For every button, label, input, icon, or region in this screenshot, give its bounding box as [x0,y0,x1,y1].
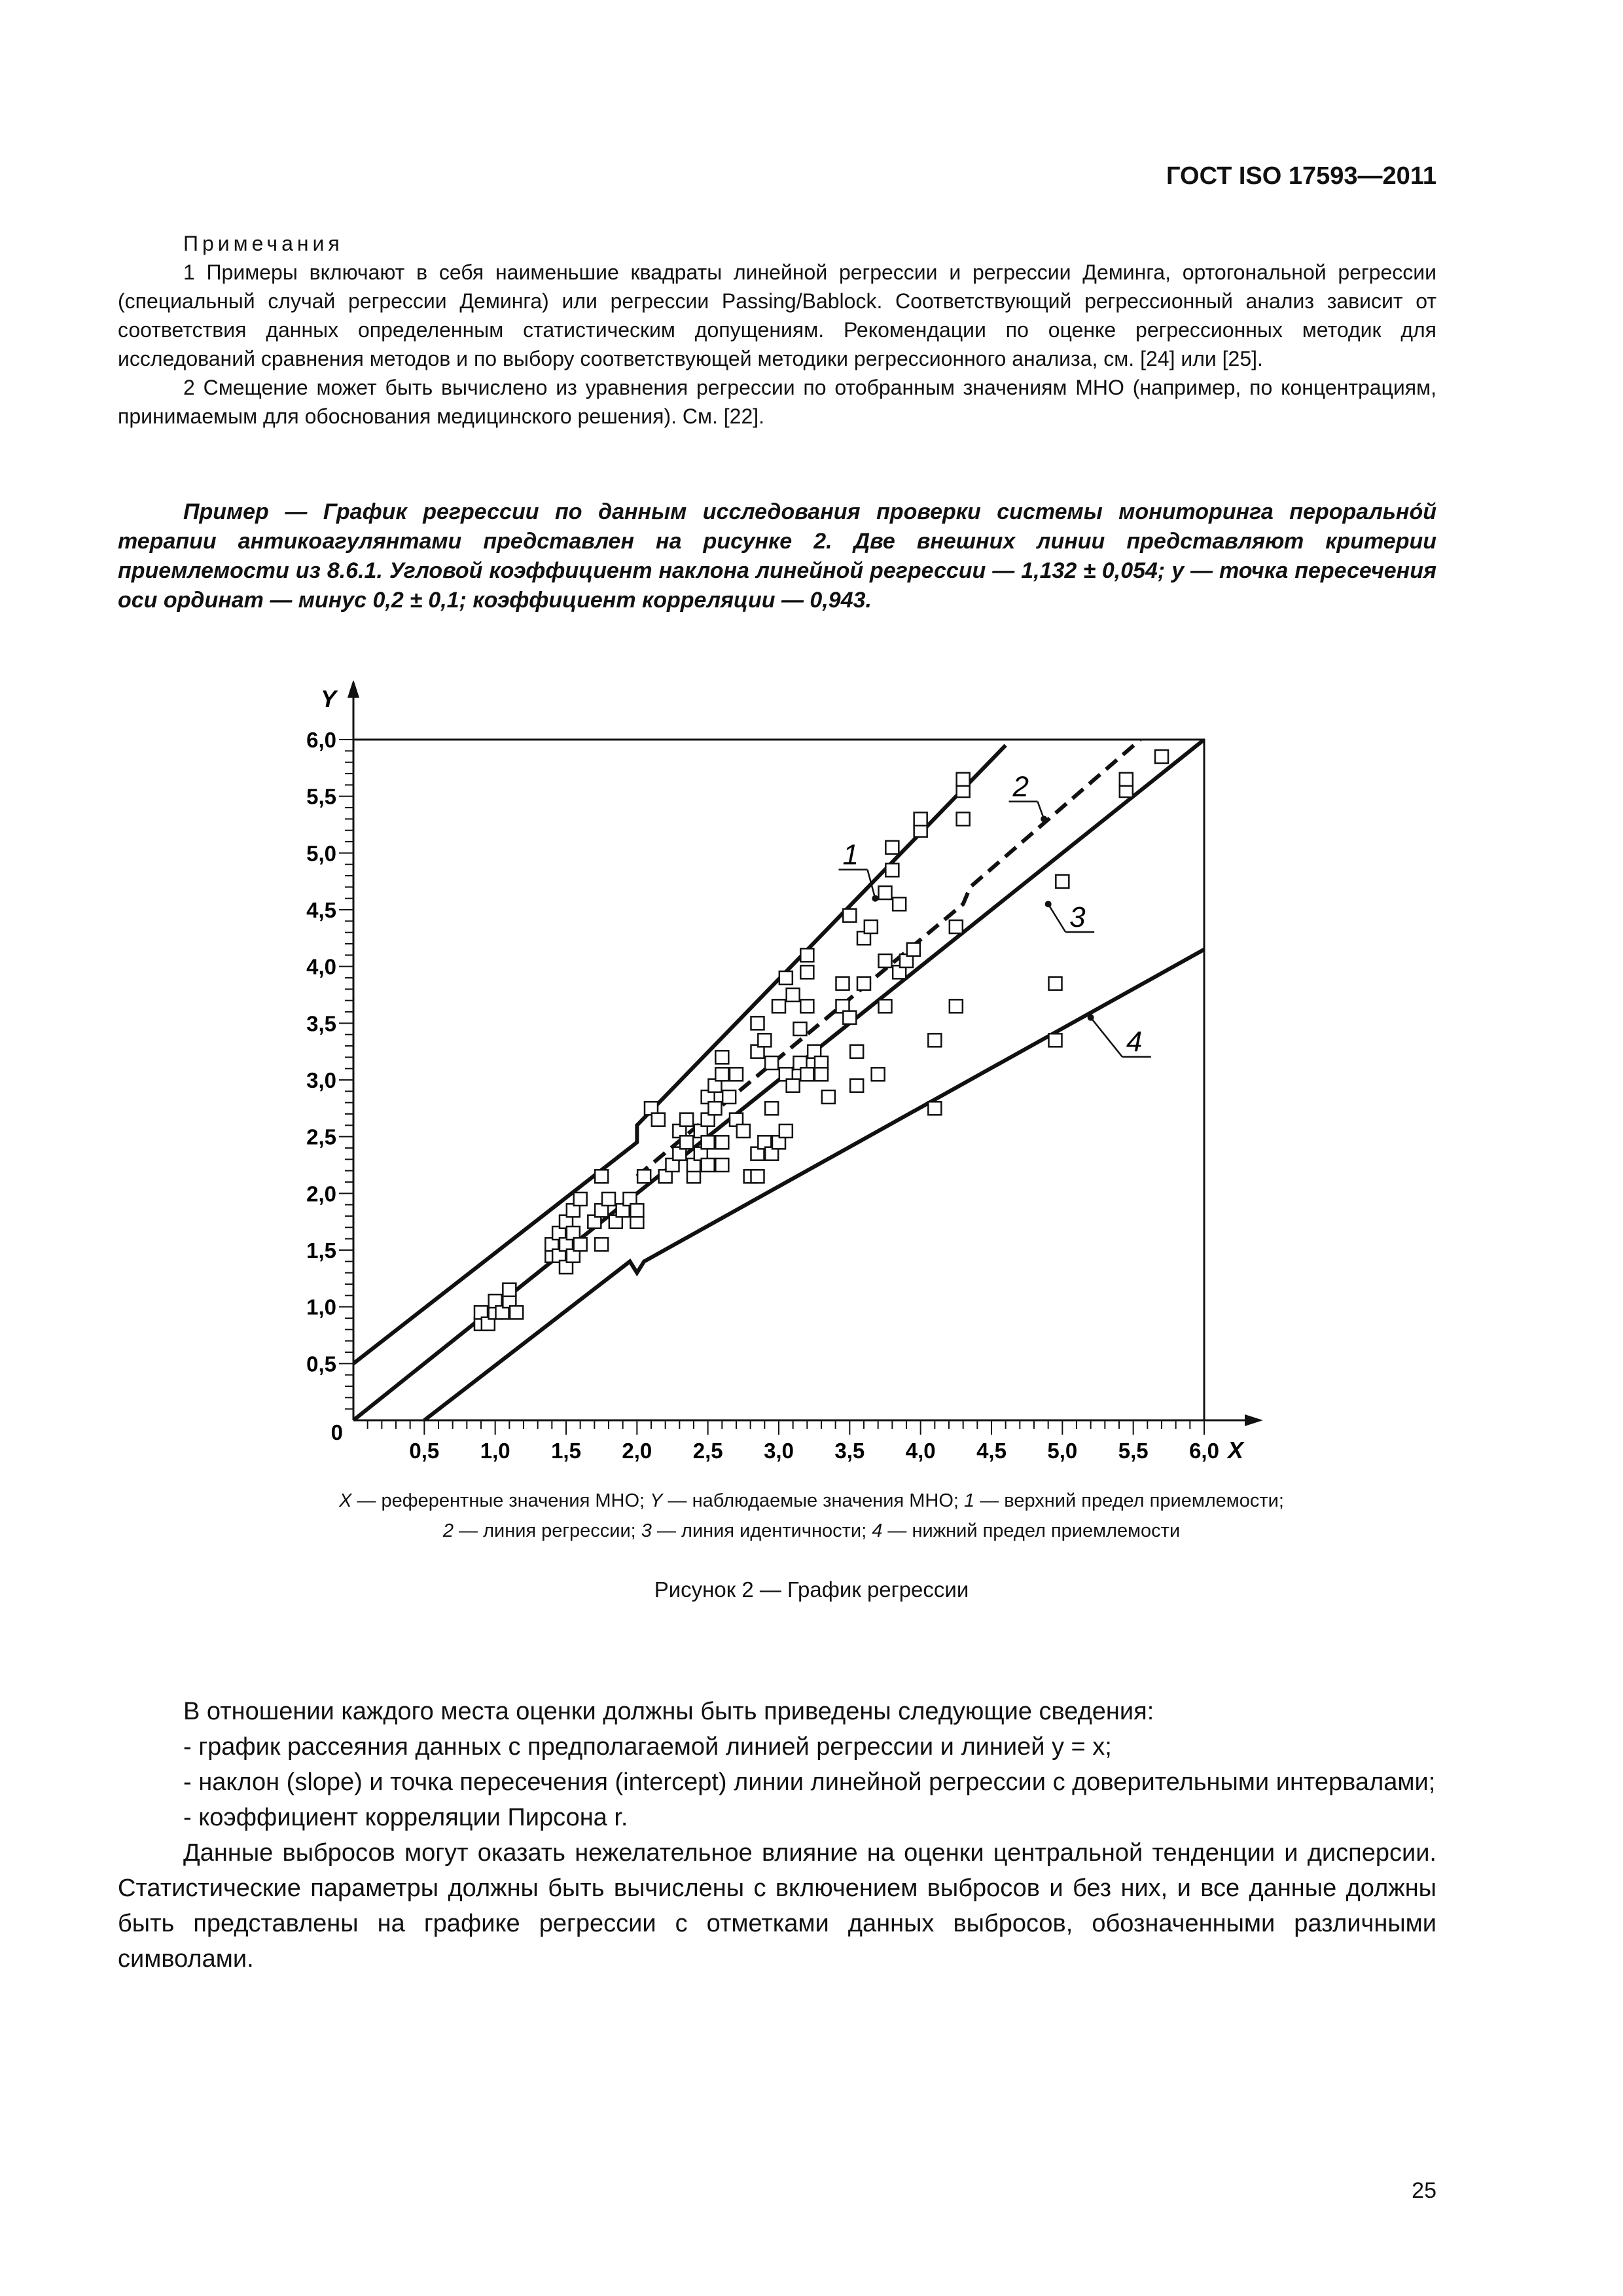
data-point [800,948,813,961]
data-point [787,1079,800,1092]
data-point [751,1016,764,1030]
x-tick-label: 2,5 [692,1439,723,1463]
legend-4-text: — нижний предел приемлемости [882,1520,1181,1541]
series-label-2: 2 [1012,770,1029,803]
data-point [503,1283,516,1297]
legend-y-text: — наблюдаемые значения МНО; [662,1490,965,1511]
data-point [928,1033,941,1047]
body-list-item-1: - график рассеяния данных с предполагаемой линией регрессии и линией y = x; [183,1733,1112,1761]
legend-y-symbol: Y [650,1490,663,1511]
data-point [836,977,849,990]
y-tick-label: 0,5 [306,1352,336,1376]
data-point [957,773,970,786]
x-tick-label: 2,0 [622,1439,652,1463]
data-point [715,1067,728,1081]
data-point [879,999,892,1013]
data-point [1049,1033,1062,1047]
data-point [1049,977,1062,990]
data-point [794,1022,807,1035]
y-tick-label: 6,0 [306,728,336,752]
data-point [950,999,963,1013]
data-point [800,999,813,1013]
data-point [885,863,899,876]
x-tick-label: 4,5 [976,1439,1007,1463]
data-point [815,1067,828,1081]
data-point [787,988,800,1001]
data-point [800,965,813,978]
body-paragraph-1: В отношении каждого места оценки должны быть приведены следующие сведения: [183,1698,1154,1725]
y-tick-label: 3,0 [306,1068,336,1092]
data-point [957,812,970,825]
data-point [715,1158,728,1172]
data-point [574,1193,587,1206]
data-point [950,920,963,933]
data-point [893,897,906,910]
legend-line-1 [196,1486,1427,1516]
x-tick-label: 6,0 [1189,1439,1219,1463]
legend-3-text: — линия идентичности; [651,1520,872,1541]
data-point [779,1124,793,1138]
data-point [772,999,785,1013]
leader-arrow-icon [1088,1014,1094,1021]
legend-2-text: — линия регрессии; [453,1520,641,1541]
data-point [907,943,920,956]
data-point [850,1045,863,1058]
data-point [715,1050,728,1064]
data-point [914,812,927,825]
data-point [652,1113,665,1126]
legend-4-symbol: 4 [872,1520,883,1541]
data-point [765,1056,778,1069]
x-tick-label: 3,0 [764,1439,794,1463]
y-tick-label: 5,5 [306,784,336,809]
legend-x-symbol: X [339,1490,352,1511]
data-point [630,1204,643,1217]
y-tick-label: 5,0 [306,841,336,866]
regression-figure [288,681,1270,1479]
series-label-3: 3 [1069,901,1086,933]
data-point [1155,750,1168,763]
origin-label: 0 [330,1420,343,1444]
data-point [857,977,870,990]
body-text [118,1694,1436,1977]
data-point [730,1067,743,1081]
data-point [779,971,793,984]
notes-heading: Примечания [183,232,344,255]
series-label-4: 4 [1126,1026,1143,1058]
legend-2-symbol: 2 [442,1520,454,1541]
y-axis-arrow-icon [348,681,359,698]
y-tick-label: 4,0 [306,954,336,979]
data-point [737,1124,750,1138]
x-tick-label: 1,5 [551,1439,581,1463]
data-point [758,1033,771,1047]
data-point [602,1193,615,1206]
data-point [872,1067,885,1081]
leader-arrow-icon [1041,816,1047,822]
data-point [680,1136,693,1149]
y-axis-label: Y [320,685,336,712]
data-point [1120,773,1133,786]
y-tick-label: 1,5 [306,1238,336,1263]
data-point [702,1136,715,1149]
note-2: 2 Смещение может быть вычислено из уравнения регрессии по отобранным значениям МНО (например, по концентрациям, принимаемым для обоснования медицинского решения). См. [22]. [118,376,1436,428]
data-point [751,1170,764,1183]
x-tick-label: 5,0 [1047,1439,1078,1463]
x-tick-label: 0,5 [409,1439,440,1463]
data-point [510,1306,523,1319]
legend-1-symbol: 1 [964,1490,975,1511]
page-number: 25 [1412,2178,1436,2203]
notes-section [118,229,1436,431]
data-point [879,886,892,899]
leader-arrow-icon [1045,901,1052,907]
data-point [850,1079,863,1092]
body-list-item-2: - наклон (slope) и точка пересечения (intercept) линии линейной регрессии с доверительными интервалами; [183,1768,1436,1796]
x-tick-label: 5,5 [1118,1439,1149,1463]
data-point [879,954,892,967]
body-paragraph-2: Данные выбросов могут оказать нежелательное влияние на оценки центральной тенденции и дисперсии. Статистические параметры должны быть вычислены с включением выбросов и без них, и все данные должны быть представлены на графике регрессии с отметками данных выбросов, обозначенными различными символами. [118,1839,1436,1973]
legend-3-symbol: 3 [641,1520,652,1541]
leader-arrow-icon [872,895,878,902]
series-label-leader [1048,904,1066,932]
data-point [885,841,899,854]
y-tick-label: 2,0 [306,1181,336,1206]
data-point [843,1011,856,1024]
data-point [843,909,856,922]
series-line-1 [353,745,1006,1364]
y-tick-label: 1,0 [306,1295,336,1319]
series-label-leader [1091,1018,1122,1057]
data-point [765,1102,778,1115]
document-code-header: ГОСТ ISO 17593—2011 [1166,162,1436,190]
data-point [595,1238,608,1251]
y-tick-label: 2,5 [306,1124,336,1149]
legend-1-text: — верхний предел приемлемости; [974,1490,1284,1511]
note-1: 1 Примеры включают в себя наименьшие квадраты линейной регрессии и регрессии Деминга, ортогональной регрессии (специальный случай регрессии Деминга) или регрессии Passing/Bablock. Соответствующий регрессионный анализ зависит от соответствия данных определенным статистическим допущениям. Рекомендации по оценке регрессионных методик для исследований сравнения методов и по выбору соответствующей методики регрессионного анализа, см. [24] или [25]. [118,260,1436,370]
data-point [800,1067,813,1081]
data-point [822,1090,835,1103]
body-list-item-3: - коэффициент корреляции Пирсона r. [183,1804,628,1831]
figure-caption: Рисунок 2 — График регрессии [654,1577,969,1602]
example-paragraph: Пример — График регрессии по данным исследования проверки системы мониторинга перорально́й терапии антикоагулянтами представлен на рисунке 2. Две внешних линии представляют критерии приемлемости из 8.6.1. Угловой коэффициент наклона линейной регрессии — 1,132 ± 0,054; у — точка пересечения оси ординат — минус 0,2 ± 0,1; коэффициент корреляции — 0,943. [118,499,1436,613]
data-point [702,1158,715,1172]
data-point [680,1113,693,1126]
series-label-1: 1 [842,838,859,871]
data-point [595,1170,608,1183]
data-point [637,1170,651,1183]
data-point [715,1136,728,1149]
y-tick-label: 3,5 [306,1011,336,1036]
regression-chart [288,681,1270,1479]
data-point [865,920,878,933]
data-point [722,1090,736,1103]
x-tick-label: 3,5 [834,1439,865,1463]
x-tick-label: 4,0 [905,1439,936,1463]
y-tick-label: 4,5 [306,898,336,922]
legend-line-2 [196,1516,1427,1546]
x-axis-arrow-icon [1245,1414,1263,1426]
figure-legend [196,1486,1427,1546]
data-point [928,1102,941,1115]
x-axis-label: X [1227,1437,1244,1463]
data-point [709,1102,722,1115]
x-tick-label: 1,0 [480,1439,510,1463]
legend-x-text: — референтные значения МНО; [351,1490,651,1511]
data-point [1056,875,1069,888]
data-point [574,1238,587,1251]
series-line-4 [424,950,1204,1420]
